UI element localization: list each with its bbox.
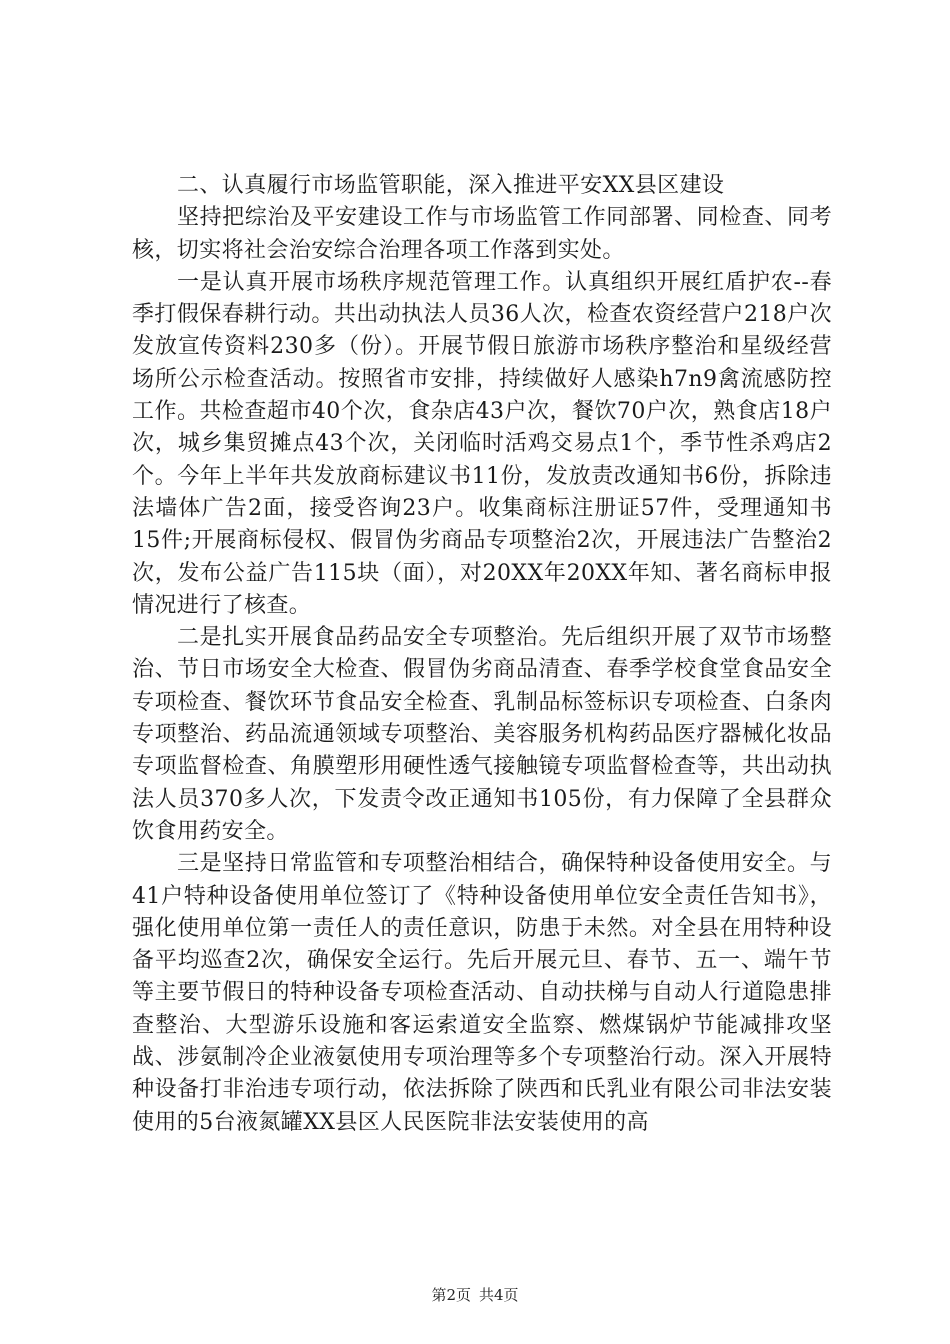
- page-footer: [0, 1284, 950, 1305]
- page-number: 第2页: [431, 1286, 471, 1304]
- document-body: [132, 170, 832, 1139]
- paragraph-special-equipment: 三是坚持日常监管和专项整治相结合，确保特种设备使用安全。与41户特种设备使用单位签订了《特种设备使用单位安全责任告知书》，强化使用单位第一责任人的责任意识，防患于未然。对全县在用特种设备平均巡查2次，确保安全运行。先后开展元旦、春节、五一、端午节等主要节假日的特种设备专项检查活动、自动扶梯与自动人行道隐患排查整治、大型游乐设施和客运索道安全监察、燃煤锅炉节能减排攻坚战、涉氨制冷企业液氨使用专项治理等多个专项整治行动。深入开展特种设备打非治违专项行动，依法拆除了陕西和氏乳业有限公司非法安装使用的5台液氮罐XX县区人民医院非法安装使用的高: [132, 851, 832, 1135]
- paragraph-intro: 坚持把综治及平安建设工作与市场监管工作同部署、同检查、同考核，切实将社会治安综合治理各项工作落到实处。: [132, 205, 832, 263]
- page-total: 共4页: [479, 1286, 519, 1304]
- paragraph-market-order: 一是认真开展市场秩序规范管理工作。认真组织开展红盾护农--春季打假保春耕行动。共出动执法人员36人次，检查农资经营户218户次发放宣传资料230多（份）。开展节假日旅游市场秩序整治和星级经营场所公示检查活动。按照省市安排，持续做好人感染h7n9禽流感防控工作。共检查超市40个次，食杂店43户次，餐饮70户次，熟食店18户次，城乡集贸摊点43个次，关闭临时活鸡交易点1个，季节性杀鸡店2个。今年上半年共发放商标建议书11份，发放责改通知书6份，拆除违法墙体广告2面，接受咨询23户。收集商标注册证57件，受理通知书15件;开展商标侵权、假冒伪劣商品专项整治2次，开展违法广告整治2次，发布公益广告115块（面），对20XX年20XX年知、著名商标申报情况进行了核查。: [132, 269, 832, 618]
- section-heading: 二、认真履行市场监管职能，深入推进平安XX县区建设: [177, 173, 725, 198]
- paragraph-food-drug-safety: 二是扎实开展食品药品安全专项整治。先后组织开展了双节市场整治、节日市场安全大检查、假冒伪劣商品清查、春季学校食堂食品安全专项检查、餐饮环节食品安全检查、乳制品标签标识专项检查、白条肉专项整治、药品流通领域专项整治、美容服务机构药品医疗器械化妆品专项监督检查、角膜塑形用硬性透气接触镜专项监督检查等，共出动执法人员370多人次，下发责令改正通知书105份，有力保障了全县群众饮食用药安全。: [132, 625, 832, 844]
